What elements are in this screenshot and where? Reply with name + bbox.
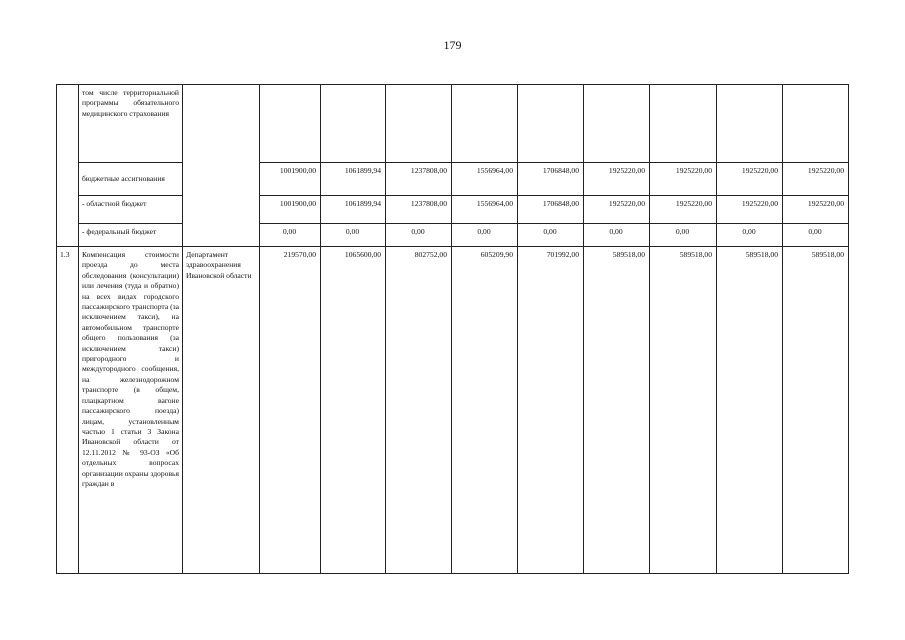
value-cell: 0,00 — [452, 224, 518, 247]
row-code-cell: 1.3 — [57, 247, 79, 574]
value-cell — [717, 85, 783, 163]
value-cell — [321, 85, 386, 163]
value-cell: 0,00 — [260, 224, 321, 247]
value-cell: 589518,00 — [783, 247, 849, 574]
value-cell: 1001900,00 — [260, 196, 321, 224]
value-cell: 219570,00 — [260, 247, 321, 574]
executor-cell — [183, 85, 260, 247]
value-cell: 0,00 — [584, 224, 650, 247]
table-row — [57, 247, 849, 574]
value-cell: 605209,90 — [452, 247, 518, 574]
executor-cell: Департамент здравоохранения Ивановской области — [183, 247, 260, 574]
value-cell: 589518,00 — [584, 247, 650, 574]
value-cell — [650, 85, 717, 163]
value-cell: 1925220,00 — [783, 196, 849, 224]
value-cell: 802752,00 — [386, 247, 452, 574]
value-cell: 1065600,00 — [321, 247, 386, 574]
value-cell: 1706848,00 — [518, 163, 584, 196]
row-label-cell: - областной бюджет — [79, 196, 183, 224]
value-cell: 0,00 — [717, 224, 783, 247]
row-code-cell — [57, 85, 79, 163]
row-code-cell — [57, 224, 79, 247]
value-cell: 1925220,00 — [717, 163, 783, 196]
value-cell: 0,00 — [650, 224, 717, 247]
row-label-cell: бюджетные ассигнования — [79, 163, 183, 196]
row-code-cell — [57, 196, 79, 224]
value-cell: 1706848,00 — [518, 196, 584, 224]
value-cell — [260, 85, 321, 163]
value-cell — [452, 85, 518, 163]
row-label-cell: том числе территориальной программы обязательного медицинского страхования — [79, 85, 183, 163]
value-cell: 1061899,94 — [321, 163, 386, 196]
value-cell: 1237808,00 — [386, 196, 452, 224]
value-cell: 0,00 — [386, 224, 452, 247]
value-cell: 1061899,94 — [321, 196, 386, 224]
value-cell: 1556964,00 — [452, 163, 518, 196]
value-cell: 1925220,00 — [717, 196, 783, 224]
value-cell: 1001900,00 — [260, 163, 321, 196]
table-row — [57, 224, 849, 247]
budget-table — [56, 84, 849, 574]
value-cell: 1925220,00 — [650, 196, 717, 224]
value-cell: 589518,00 — [717, 247, 783, 574]
value-cell — [783, 85, 849, 163]
value-cell: 1925220,00 — [584, 196, 650, 224]
value-cell — [386, 85, 452, 163]
value-cell: 589518,00 — [650, 247, 717, 574]
value-cell: 1925220,00 — [584, 163, 650, 196]
value-cell: 701992,00 — [518, 247, 584, 574]
table-row — [57, 163, 849, 196]
value-cell — [584, 85, 650, 163]
value-cell: 0,00 — [321, 224, 386, 247]
table-row — [57, 196, 849, 224]
value-cell: 1237808,00 — [386, 163, 452, 196]
row-label-cell: - федеральный бюджет — [79, 224, 183, 247]
row-code-cell — [57, 163, 79, 196]
value-cell: 1925220,00 — [650, 163, 717, 196]
value-cell — [518, 85, 584, 163]
value-cell: 1556964,00 — [452, 196, 518, 224]
page-number: 179 — [443, 38, 462, 52]
table-row — [57, 85, 849, 163]
row-label-cell: Компенсация стоимости проезда до места обследования (консультации) или лечения (туда и обратно) на всех видах городского пассажирского транспорта (за исключением такси), на автомобильном транспорте общего пользования (за исключением такси) пригородного и междугородного сообщения, на железнодорожном транспорте (в общем, плацкартном вагоне пассажирского поезда) лицам, установленным частью 1 статьи 3 Закона Ивановской области от 12.11.2012 № 93-ОЗ «Об отдельных вопросах организации охраны здоровья граждан в — [79, 247, 183, 574]
value-cell: 0,00 — [783, 224, 849, 247]
value-cell: 1925220,00 — [783, 163, 849, 196]
value-cell: 0,00 — [518, 224, 584, 247]
